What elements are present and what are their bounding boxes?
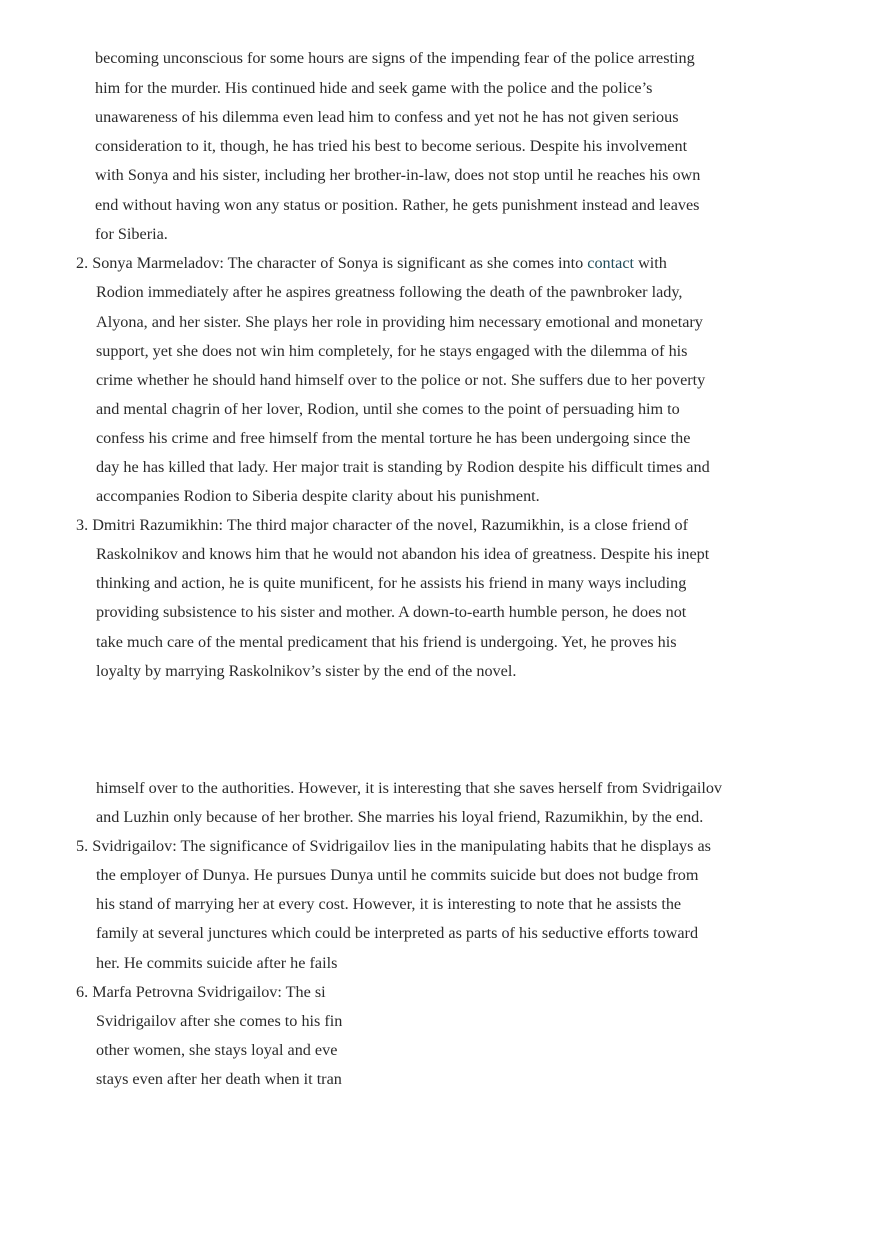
paragraph-line: the employer of Dunya. He pursues Dunya until he commits suicide but does not budge from: [96, 866, 699, 884]
paragraph-line: Alyona, and her sister. She plays her role in providing him necessary emotional and monetary: [96, 313, 703, 331]
paragraph-line: Raskolnikov and knows him that he would not abandon his idea of greatness. Despite his inept: [96, 545, 710, 563]
paragraph-line: himself over to the authorities. However, it is interesting that she saves herself from Svidrigailov: [96, 779, 723, 797]
paragraph-line: with Sonya and his sister, including her brother-in-law, does not stop until he reaches his own: [95, 166, 701, 184]
contact-link[interactable]: contact: [587, 254, 635, 272]
paragraph-line: take much care of the mental predicament that his friend is undergoing. Yet, he proves his: [96, 633, 677, 651]
paragraph-line: consideration to it, though, he has tried his best to become serious. Despite his involvement: [95, 137, 688, 155]
paragraph-line: for Siberia.: [95, 225, 168, 243]
paragraph-line: end without having won any status or position. Rather, he gets punishment instead and leaves: [95, 196, 700, 214]
paragraph-line: him for the murder. His continued hide and seek game with the police and the police’s: [95, 79, 653, 97]
paragraph-line: providing subsistence to his sister and mother. A down-to-earth humble person, he does not: [96, 603, 687, 621]
paragraph-line: loyalty by marrying Raskolnikov’s sister by the end of the novel.: [96, 662, 517, 680]
list-item-2-first-line: [76, 253, 667, 273]
paragraph-line: crime whether he should hand himself over to the police or not. She suffers due to her poverty: [96, 371, 706, 389]
paragraph-line: thinking and action, he is quite munificent, for he assists his friend in many ways including: [96, 574, 687, 592]
paragraph-line: stays even after her death when it tran: [96, 1070, 342, 1088]
paragraph-line: her. He commits suicide after he fails: [96, 954, 338, 972]
paragraph-line: confess his crime and free himself from the mental torture he has been undergoing since the: [96, 429, 691, 447]
paragraph-line: Svidrigailov after she comes to his fin: [96, 1012, 343, 1030]
list-item-3-first-line: 3. Dmitri Razumikhin: The third major character of the novel, Razumikhin, is a close friend of: [76, 516, 688, 534]
paragraph-line: becoming unconscious for some hours are signs of the impending fear of the police arresting: [95, 49, 695, 67]
list-item-6-first-line: 6. Marfa Petrovna Svidrigailov: The si: [76, 983, 326, 1001]
paragraph-line: accompanies Rodion to Siberia despite clarity about his punishment.: [96, 487, 540, 505]
paragraph-line: support, yet she does not win him completely, for he stays engaged with the dilemma of his: [96, 342, 688, 360]
list-item-5-first-line: 5. Svidrigailov: The significance of Svidrigailov lies in the manipulating habits that he displays as: [76, 837, 711, 855]
list-item-6-truncated: [76, 980, 366, 1100]
list-item-text: 2. Sonya Marmeladov: The character of Sonya is significant as she comes into: [76, 254, 588, 272]
paragraph-line: and mental chagrin of her lover, Rodion, until she comes to the point of persuading him to: [96, 400, 680, 418]
paragraph-line: day he has killed that lady. Her major trait is standing by Rodion despite his difficult times and: [96, 458, 710, 476]
paragraph-line: other women, she stays loyal and eve: [96, 1041, 338, 1059]
paragraph-line: his stand of marrying her at every cost. However, it is interesting to note that he assists the: [96, 895, 682, 913]
paragraph-line: Rodion immediately after he aspires greatness following the death of the pawnbroker lady,: [96, 283, 683, 301]
list-item-text: with: [634, 254, 667, 272]
paragraph-line: and Luzhin only because of her brother. She marries his loyal friend, Razumikhin, by the end.: [96, 808, 704, 826]
paragraph-line: family at several junctures which could be interpreted as parts of his seductive efforts toward: [96, 924, 699, 942]
paragraph-line: unawareness of his dilemma even lead him to confess and yet not he has not given serious: [95, 108, 679, 126]
